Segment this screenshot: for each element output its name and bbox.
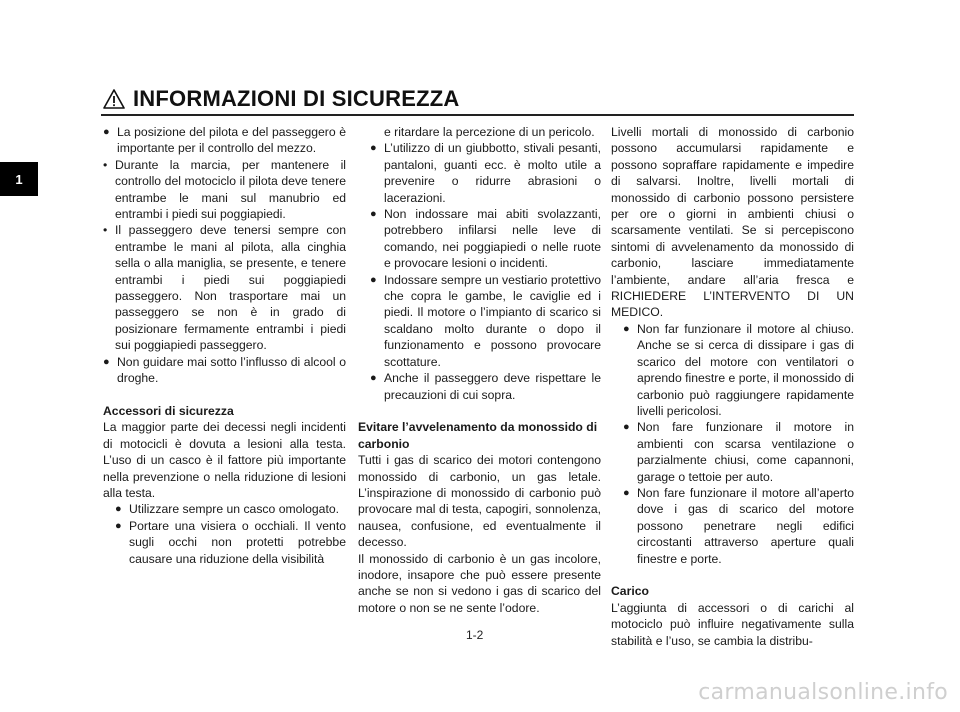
paragraph: Il monossido di carbonio è un gas incolore, inodore, insapore che può essere presente anche se non si vedono i gas di scarico del motore o non se ne sente l’odore. — [358, 551, 601, 615]
bullet-item: ● Non fare funzionare il motore in ambienti con scarsa ventilazione o parzialmente chiusi, come capannoni, garage o tettoie per auto. — [623, 419, 854, 485]
bullet-item: ● Non guidare mai sotto l’influsso di alcool o droghe. — [103, 354, 346, 387]
column-3 — [611, 124, 854, 649]
paragraph: e ritardare la percezione di un pericolo. — [384, 125, 595, 139]
paragraph: Tutti i gas di scarico dei motori contengono monossido di carbonio, un gas letale. L’inspirazione di monossido di carbonio può provocare mal di testa, capogiri, sonnolenza, nausea, confusione, ed eventualmente il decesso. — [358, 453, 601, 550]
bullet-item: ● Anche il passeggero deve rispettare le precauzioni di cui sopra. — [370, 370, 601, 403]
page-number: 1-2 — [466, 628, 484, 642]
paragraph: Livelli mortali di monossido di carbonio possono accumularsi rapidamente e possono sopraffare rapidamente e impedire di salvarsi. Inoltre, livelli mortali di monossido di carbonio possono persistere per ore o giorni in ambienti chiusi o scarsamente ventilati. Se si percepiscono sintomi di avvelenamento da monossido di carbonio, lasciare immediatamente l’ambiente, andare all’aria fresca e RICHIEDERE L’INTERVENTO DI UN MEDICO. — [611, 125, 854, 320]
bullet-item: ● Non fare funzionare il motore all’aperto dove i gas di scarico del motore possono penetrare negli edifici circostanti attraverso aperture quali finestre e porte. — [623, 485, 854, 567]
header-rule — [101, 114, 854, 116]
column-1 — [103, 124, 346, 567]
bullet-item: ● Indossare sempre un vestiario protettivo che copra le gambe, le caviglie ed i piedi. Il motore o l’impianto di scarico si scaldano molto durante o dopo il funzionamento e possono provocare scottature. — [370, 272, 601, 370]
bullet-item: ● Portare una visiera o occhiali. Il vento sugli occhi non protetti potrebbe causare una riduzione della visibilità — [115, 518, 346, 567]
bullet-item: ● L’utilizzo di un giubbotto, stivali pesanti, pantaloni, guanti ecc. è molto utile a prevenire o ridurre abrasioni o lacerazioni. — [370, 140, 601, 206]
column-2 — [358, 124, 601, 616]
bullet-item: ● Utilizzare sempre un casco omologato. — [115, 501, 346, 517]
section-title: INFORMAZIONI DI SICUREZZA — [133, 86, 460, 111]
watermark: carmanualsonline.info — [698, 680, 948, 705]
bullet-item: ● La posizione del pilota e del passeggero è importante per il controllo del mezzo. — [103, 124, 346, 157]
subheading-accessori: Accessori di sicurezza — [103, 403, 234, 418]
dash-item: • Il passeggero deve tenersi sempre con entrambe le mani al pilota, alla cinghia sella o alla maniglia, se presente, e tenere entrambi i piedi sui poggiapiedi passeggero. Non trasportare mai un passeggero se non è in grado di posizionare fermamente entrambi i piedi sui poggiapiedi passeggero. — [103, 222, 346, 353]
warning-triangle-icon — [103, 88, 125, 110]
dash-item: • Durante la marcia, per mantenere il controllo del motociclo il pilota deve tenere entrambe le mani sul manubrio ed entrambi i piedi sui poggiapiedi. — [103, 157, 346, 223]
bullet-item: ● Non indossare mai abiti svolazzanti, potrebbero infilarsi nelle leve di comando, nei poggiapiedi o nelle ruote e provocare lesioni o incidenti. — [370, 206, 601, 272]
bullet-item: ● Non far funzionare il motore al chiuso. Anche se si cerca di dissipare i gas di scarico del motore con ventilatori o aprendo finestre e porte, il monossido di carbonio può raggiungere rapidamente livelli pericolosi. — [623, 321, 854, 419]
subheading-co: Evitare l’avvelenamento da monossido di carbonio — [358, 420, 598, 451]
subheading-carico: Carico — [611, 584, 649, 599]
paragraph: La maggior parte dei decessi negli incidenti di motocicli è dovuta a lesioni alla testa. L’uso di un casco è il fattore più importante nella prevenzione o nella riduzione di lesioni alla testa. — [103, 420, 346, 500]
paragraph: L’aggiunta di accessori o di carichi al motociclo può influire negativamente sulla stabilità e l’uso, se cambia la distribu- — [611, 600, 854, 648]
chapter-tab: 1 — [0, 162, 38, 196]
